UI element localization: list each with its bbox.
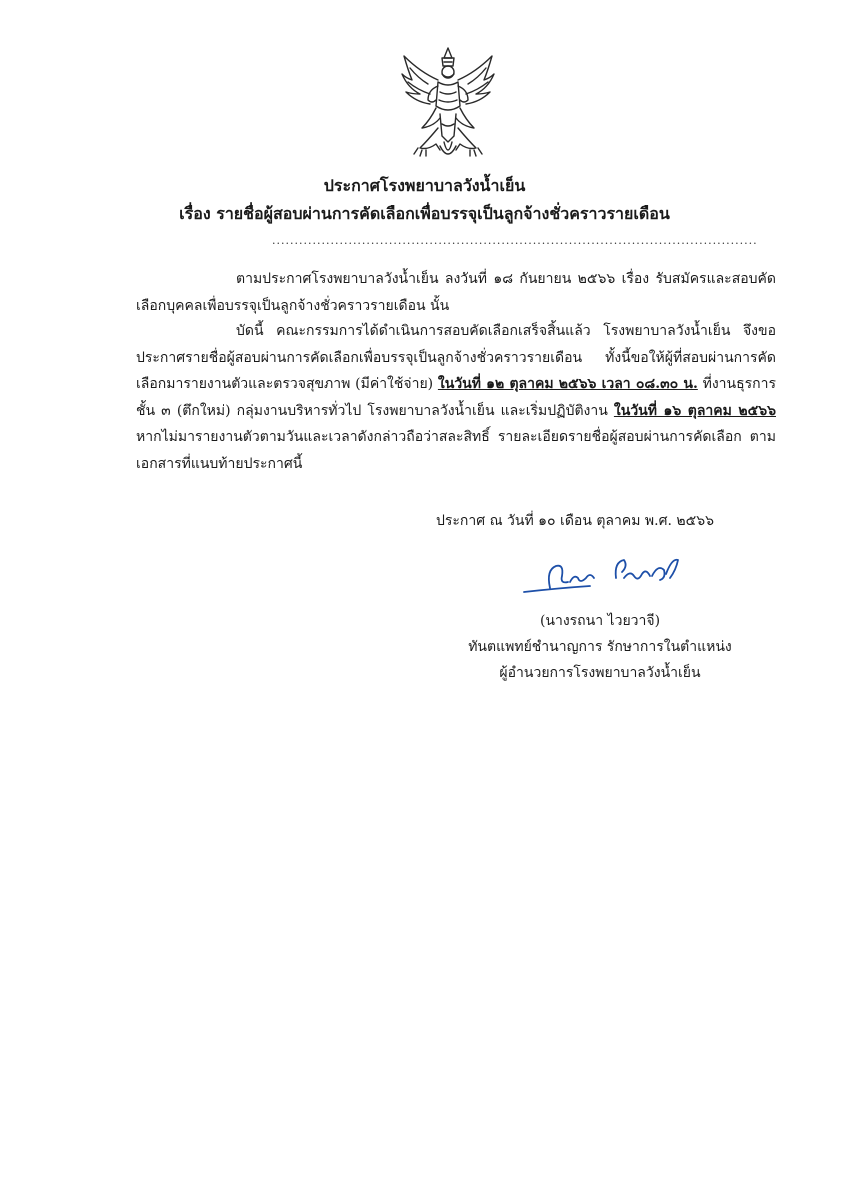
garuda-emblem [398, 44, 498, 162]
paragraph-reference: ตามประกาศโรงพยาบาลวังน้ำเย็น ลงวันที่ ๑๘ กันยายน ๒๕๖๖ เรื่อง รับสมัครและสอบคัดเลือกบุคคลเพื่อบรรจุเป็นลูกจ้างชั่วคราวรายเดือน นั้น [136, 271, 776, 314]
announcement-subject: เรื่อง รายชื่อผู้สอบผ่านการคัดเลือกเพื่อบรรจุเป็นลูกจ้างชั่วคราวรายเดือน [179, 204, 670, 223]
signer-title: ผู้อำนวยการโรงพยาบาลวังน้ำเย็น [499, 665, 701, 681]
signature-block [420, 608, 780, 686]
para2-text-1: บัดนี้ คณะกรรมการได้ดำเนินการสอบคัดเลือกเสร็จสิ้นแล้ว โรงพยาบาลวังน้ำเย็น จึงขอประกาศรายชื่อผู้สอบผ่านการคัดเลือกเพื่อบรรจุเป็นลูกจ้างชั่วคราวรายเดือน ทั้งนี้ขอให้ผู้ที่สอบผ่านการคัดเลือกมารายงานตัวและตรวจสุขภาพ (มีค่าใช้จ่าย) [136, 323, 776, 392]
para2-text-3: หากไม่มารายงานตัวตามวันและเวลาดังกล่าวถือว่าสละสิทธิ์ รายละเอียดรายชื่อผู้สอบผ่านการคัดเลือก ตามเอกสารที่แนบท้ายประกาศนี้ [136, 429, 776, 472]
signer-name: (นางรถนา ไวยวาจี) [539, 613, 661, 629]
handwritten-signature [520, 548, 690, 604]
announcement-date: ประกาศ ณ วันที่ ๑๐ เดือน ตุลาคม พ.ศ. ๒๕๖๖ [436, 513, 714, 529]
dotted-divider: ............................................................................................................ [272, 234, 758, 247]
start-date-highlight: ในวันที่ ๑๖ ตุลาคม ๒๕๖๖ [613, 402, 776, 419]
para2-text-2: ที่งานธุรการ ชั้น ๓ (ตึกใหม่) กลุ่มงานบริหารทั่วไป โรงพยาบาลวังน้ำเย็น และเริ่มปฏิบัติงาน [136, 376, 777, 419]
signer-position: ทันตแพทย์ชำนาญการ รักษาการในตำแหน่ง [468, 639, 732, 655]
announcement-title: ประกาศโรงพยาบาลวังน้ำเย็น [323, 176, 526, 195]
report-date-highlight: ในวันที่ ๑๒ ตุลาคม ๒๕๖๖ เวลา ๐๘.๓๐ น. [437, 376, 698, 392]
paragraph-announcement [136, 318, 776, 477]
